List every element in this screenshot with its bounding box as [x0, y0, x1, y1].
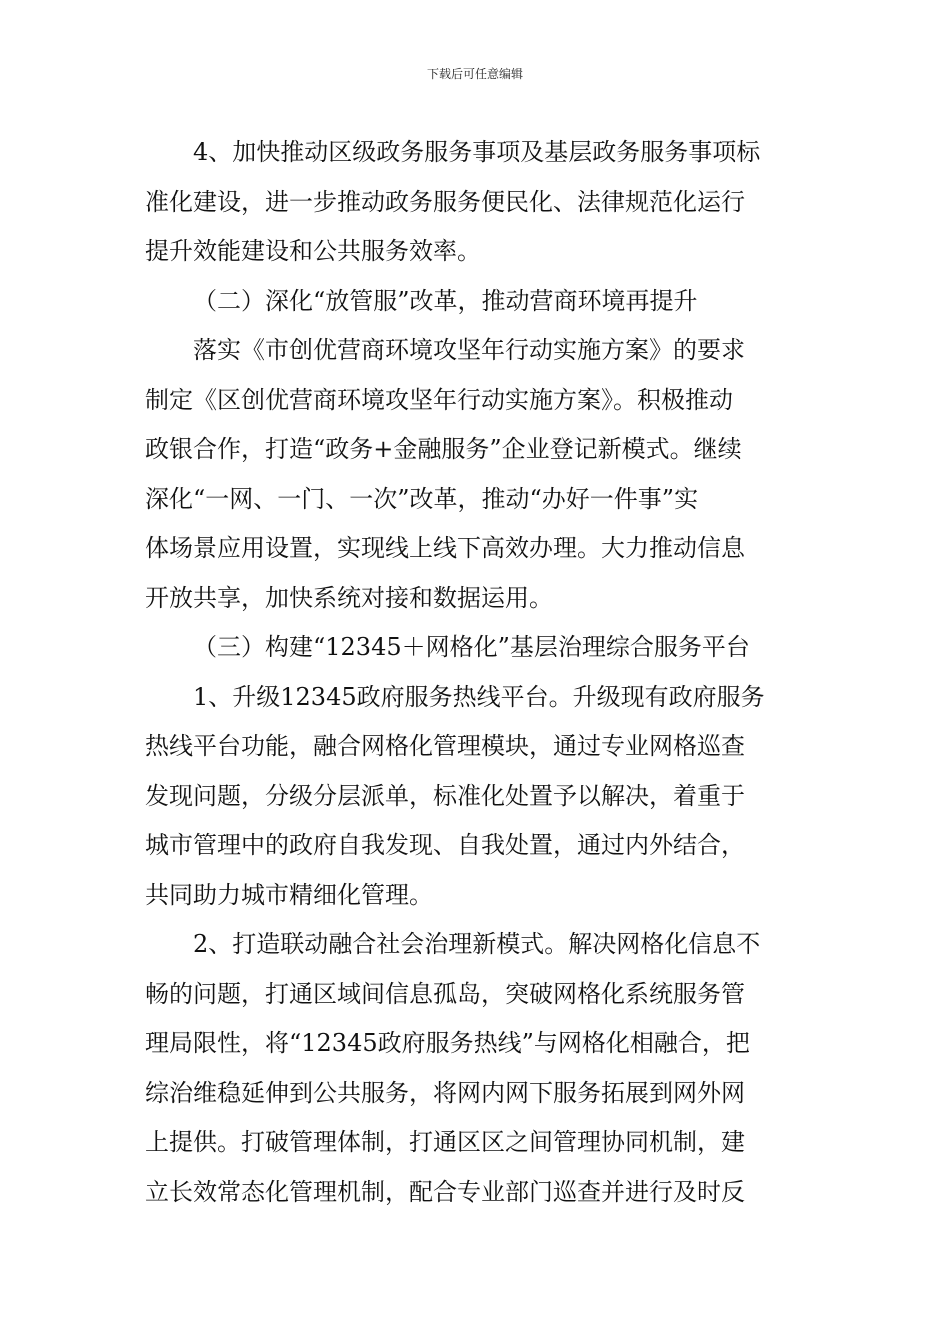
paragraph-line: 2、打造联动融合社会治理新模式。解决网格化信息不	[193, 930, 761, 958]
paragraph-line: 体场景应用设置，实现线上线下高效办理。大力推动信息	[145, 534, 745, 562]
paragraph-line: 制定《区创优营商环境攻坚年行动实施方案》。积极推动	[145, 385, 733, 414]
paragraph-line: 开放共享，加快系统对接和数据运用。	[145, 583, 553, 612]
section-heading: （二）深化“放管服”改革，推动营商环境再提升	[193, 286, 698, 315]
page-header: 下载后可任意编辑	[426, 67, 523, 81]
paragraph-line: 4、加快推动区级政务服务事项及基层政务服务事项标	[193, 138, 761, 166]
paragraph-line: 深化“一网、一门、一次”改革，推动“办好一件事”实	[145, 484, 699, 513]
paragraph-line: 上提供。打破管理体制，打通区区之间管理协同机制，建	[145, 1128, 745, 1156]
paragraph-line: 立长效常态化管理机制，配合专业部门巡查并进行及时反	[145, 1177, 745, 1206]
paragraph-line: 热线平台功能，融合网格化管理模块，通过专业网格巡查	[145, 732, 745, 760]
paragraph-line: 准化建设，进一步推动政务服务便民化、法律规范化运行	[145, 187, 745, 216]
paragraph-line: 提升效能建设和公共服务效率。	[145, 237, 481, 265]
paragraph-line: 政银合作，打造“政务+金融服务”企业登记新模式。继续	[145, 435, 742, 463]
document-body	[145, 128, 810, 1217]
paragraph-line: 理局限性，将“12345政府服务热线”与网格化相融合，把	[145, 1029, 750, 1057]
paragraph-line: 畅的问题，打通区域间信息孤岛，突破网格化系统服务管	[145, 979, 745, 1008]
paragraph-line: 共同助力城市精细化管理。	[145, 880, 433, 909]
paragraph-line: 发现问题，分级分层派单，标准化处置予以解决，着重于	[145, 781, 745, 810]
paragraph-line: 综治维稳延伸到公共服务，将网内网下服务拓展到网外网	[145, 1078, 745, 1107]
section-heading: （三）构建“12345＋网格化”基层治理综合服务平台	[193, 633, 750, 661]
paragraph-line: 城市管理中的政府自我发现、自我处置，通过内外结合，	[145, 831, 745, 859]
paragraph-line: 1、升级12345政府服务热线平台。升级现有政府服务	[193, 682, 765, 711]
paragraph-line: 落实《市创优营商环境攻坚年行动实施方案》的要求	[193, 336, 745, 364]
